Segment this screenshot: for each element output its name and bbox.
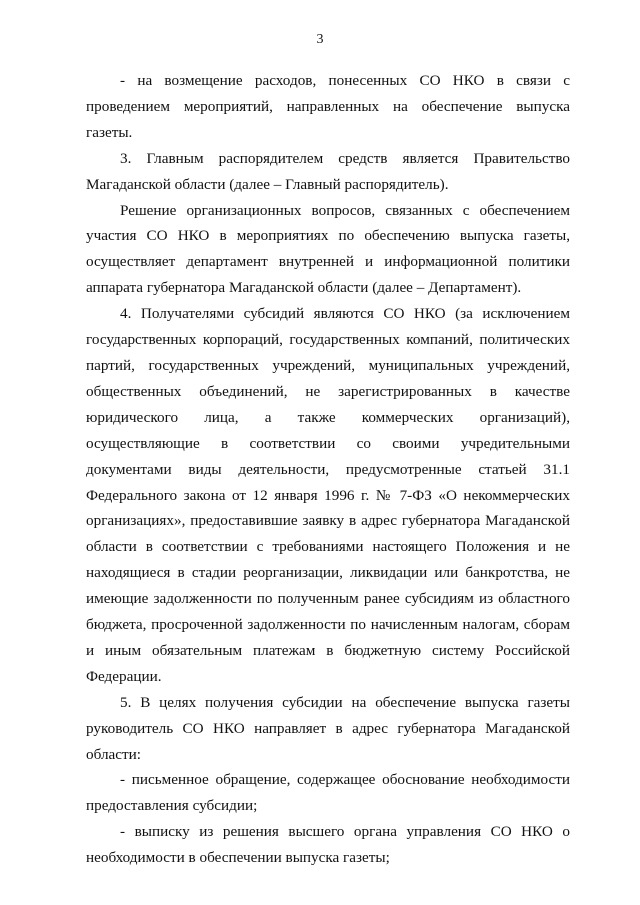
paragraph-3-chief-administrator: 3. Главным распорядителем средств является Правительство Магаданской области (далее – Главный распорядитель). xyxy=(86,149,570,193)
page-number: 3 xyxy=(316,32,324,47)
paragraph-expense-reimbursement: - на возмещение расходов, понесенных СО НКО в связи с проведением мероприятий, направленных на обеспечение выпуска газеты. xyxy=(86,72,570,141)
document-body xyxy=(86,68,570,871)
paragraph-written-request: - письменное обращение, содержащее обоснование необходимости предоставления субсидии; xyxy=(86,771,570,815)
paragraph-4-subsidy-recipients: 4. Получателями субсидий являются СО НКО (за исключением государственных корпораций, государственных компаний, политических партий, государственных учреждений, муниципальных учреждений, общественных объединений, не зарегистрированных в качестве юридического лица, а также коммерческих организаций), осуществляющие в соответствии со своими учредительными документами виды деятельности, предусмотренные статьей 31.1 Федерального закона от 12 января 1996 г. № 7-ФЗ «О некоммерческих организациях», предоставившие заявку в адрес губернатора Магаданской области в соответствии с требованиями настоящего Положения и не находящиеся в стадии реорганизации, ликвидации или банкротства, не имеющие задолженности по полученным ранее субсидиям из областного бюджета, просроченной задолженности по начисленным налогам, сборам и иным обязательным платежам в бюджетную систему Российской Федерации. xyxy=(86,305,570,685)
paragraph-governing-body-extract: - выписку из решения высшего органа управления СО НКО о необходимости в обеспечении выпуска газеты; xyxy=(86,823,570,867)
paragraph-organizational-issues: Решение организационных вопросов, связанных с обеспечением участия СО НКО в мероприятиях по обеспечению выпуска газеты, осуществляет департамент внутренней и информационной политики аппарата губернатора Магаданской области (далее – Департамент). xyxy=(86,201,570,297)
paragraph-5-application: 5. В целях получения субсидии на обеспечение выпуска газеты руководитель СО НКО направляет в адрес губернатора Магаданской области: xyxy=(86,693,570,763)
